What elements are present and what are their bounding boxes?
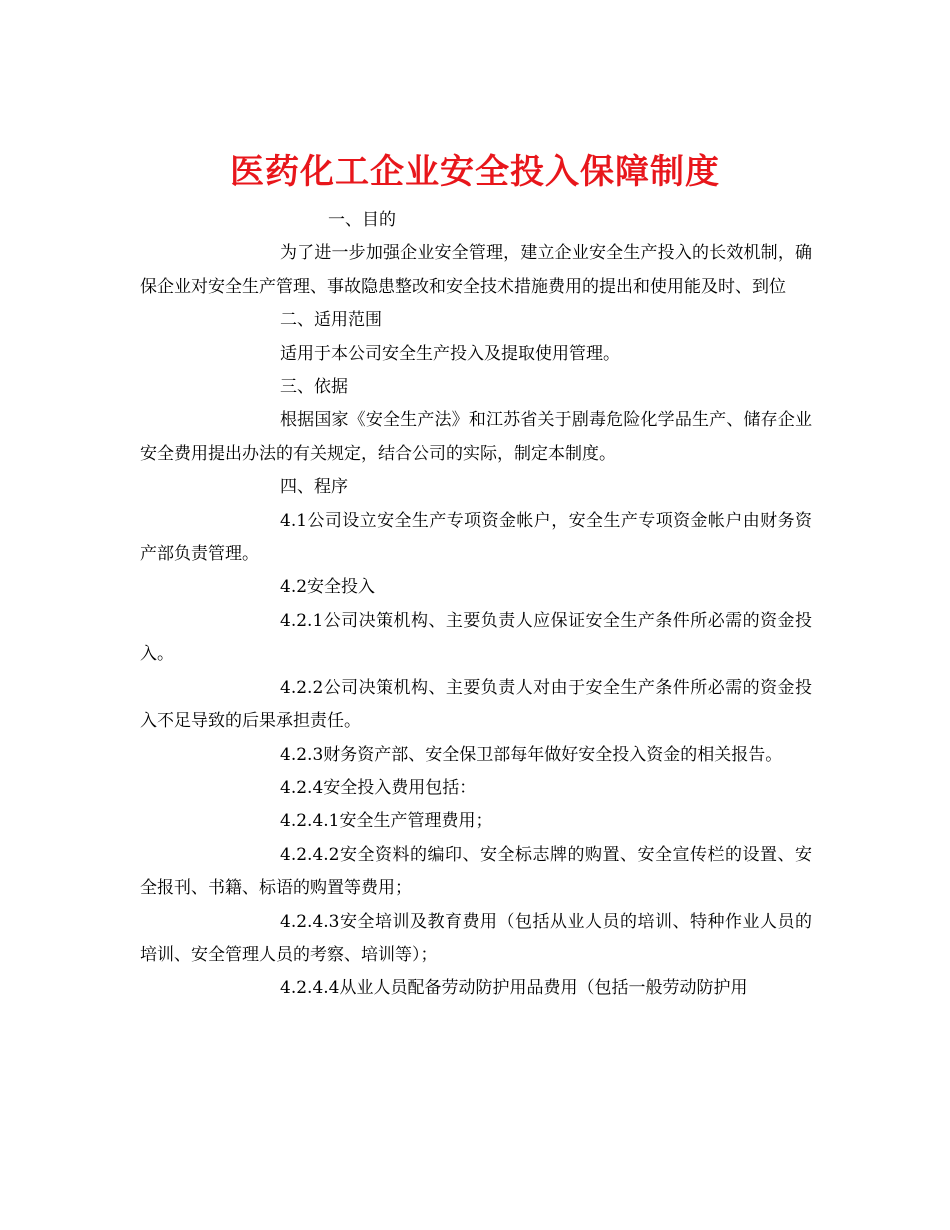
section-heading-purpose: 一、目的 — [328, 210, 396, 230]
section-heading-basis: 三、依据 — [280, 377, 348, 398]
paragraph-scope: 适用于本公司安全生产投入及提取使用管理。 — [280, 343, 620, 364]
section-heading-procedure: 四、程序 — [280, 477, 348, 498]
paragraph-basis: 根据国家《安全生产法》和江苏省关于剧毒危险化学品生产、储存企业安全费用提出办法的有关规定，结合公司的实际，制定本制度。 — [140, 410, 812, 464]
clause-4-2-4-3: 4.2.4.3安全培训及教育费用（包括从业人员的培训、特种作业人员的培训、安全管理人员的考察、培训等）； — [140, 911, 812, 965]
clause-4-2-4-2: 4.2.4.2安全资料的编印、安全标志牌的购置、安全宣传栏的设置、安全报刊、书籍、标语的购置等费用； — [140, 844, 812, 899]
clause-4-2-2: 4.2.2公司决策机构、主要负责人对由于安全生产条件所必需的资金投入不足导致的后果承担责任。 — [140, 677, 812, 732]
clause-4-2-1: 4.2.1公司决策机构、主要负责人应保证安全生产条件所必需的资金投入。 — [140, 610, 812, 665]
document-body — [140, 204, 812, 1006]
clause-4-2-4-4: 4.2.4.4从业人员配备劳动防护用品费用（包括一般劳动防护用 — [280, 978, 748, 999]
document-title: 医药化工企业安全投入保障制度 — [230, 151, 720, 192]
section-heading-scope: 二、适用范围 — [280, 310, 382, 331]
clause-4-2-4-1: 4.2.4.1安全生产管理费用； — [280, 811, 493, 832]
clause-4-2-4: 4.2.4安全投入费用包括： — [280, 777, 477, 798]
clause-4-2-3: 4.2.3财务资产部、安全保卫部每年做好安全投入资金的相关报告。 — [280, 744, 783, 765]
paragraph-purpose: 为了进一步加强企业安全管理，建立企业安全生产投入的长效机制，确保企业对安全生产管理、事故隐患整改和安全技术措施费用的提出和使用能及时、到位 — [140, 243, 812, 297]
clause-4-1: 4.1公司设立安全生产专项资金帐户，安全生产专项资金帐户由财务资产部负责管理。 — [140, 510, 812, 565]
clause-4-2: 4.2安全投入 — [280, 577, 376, 598]
